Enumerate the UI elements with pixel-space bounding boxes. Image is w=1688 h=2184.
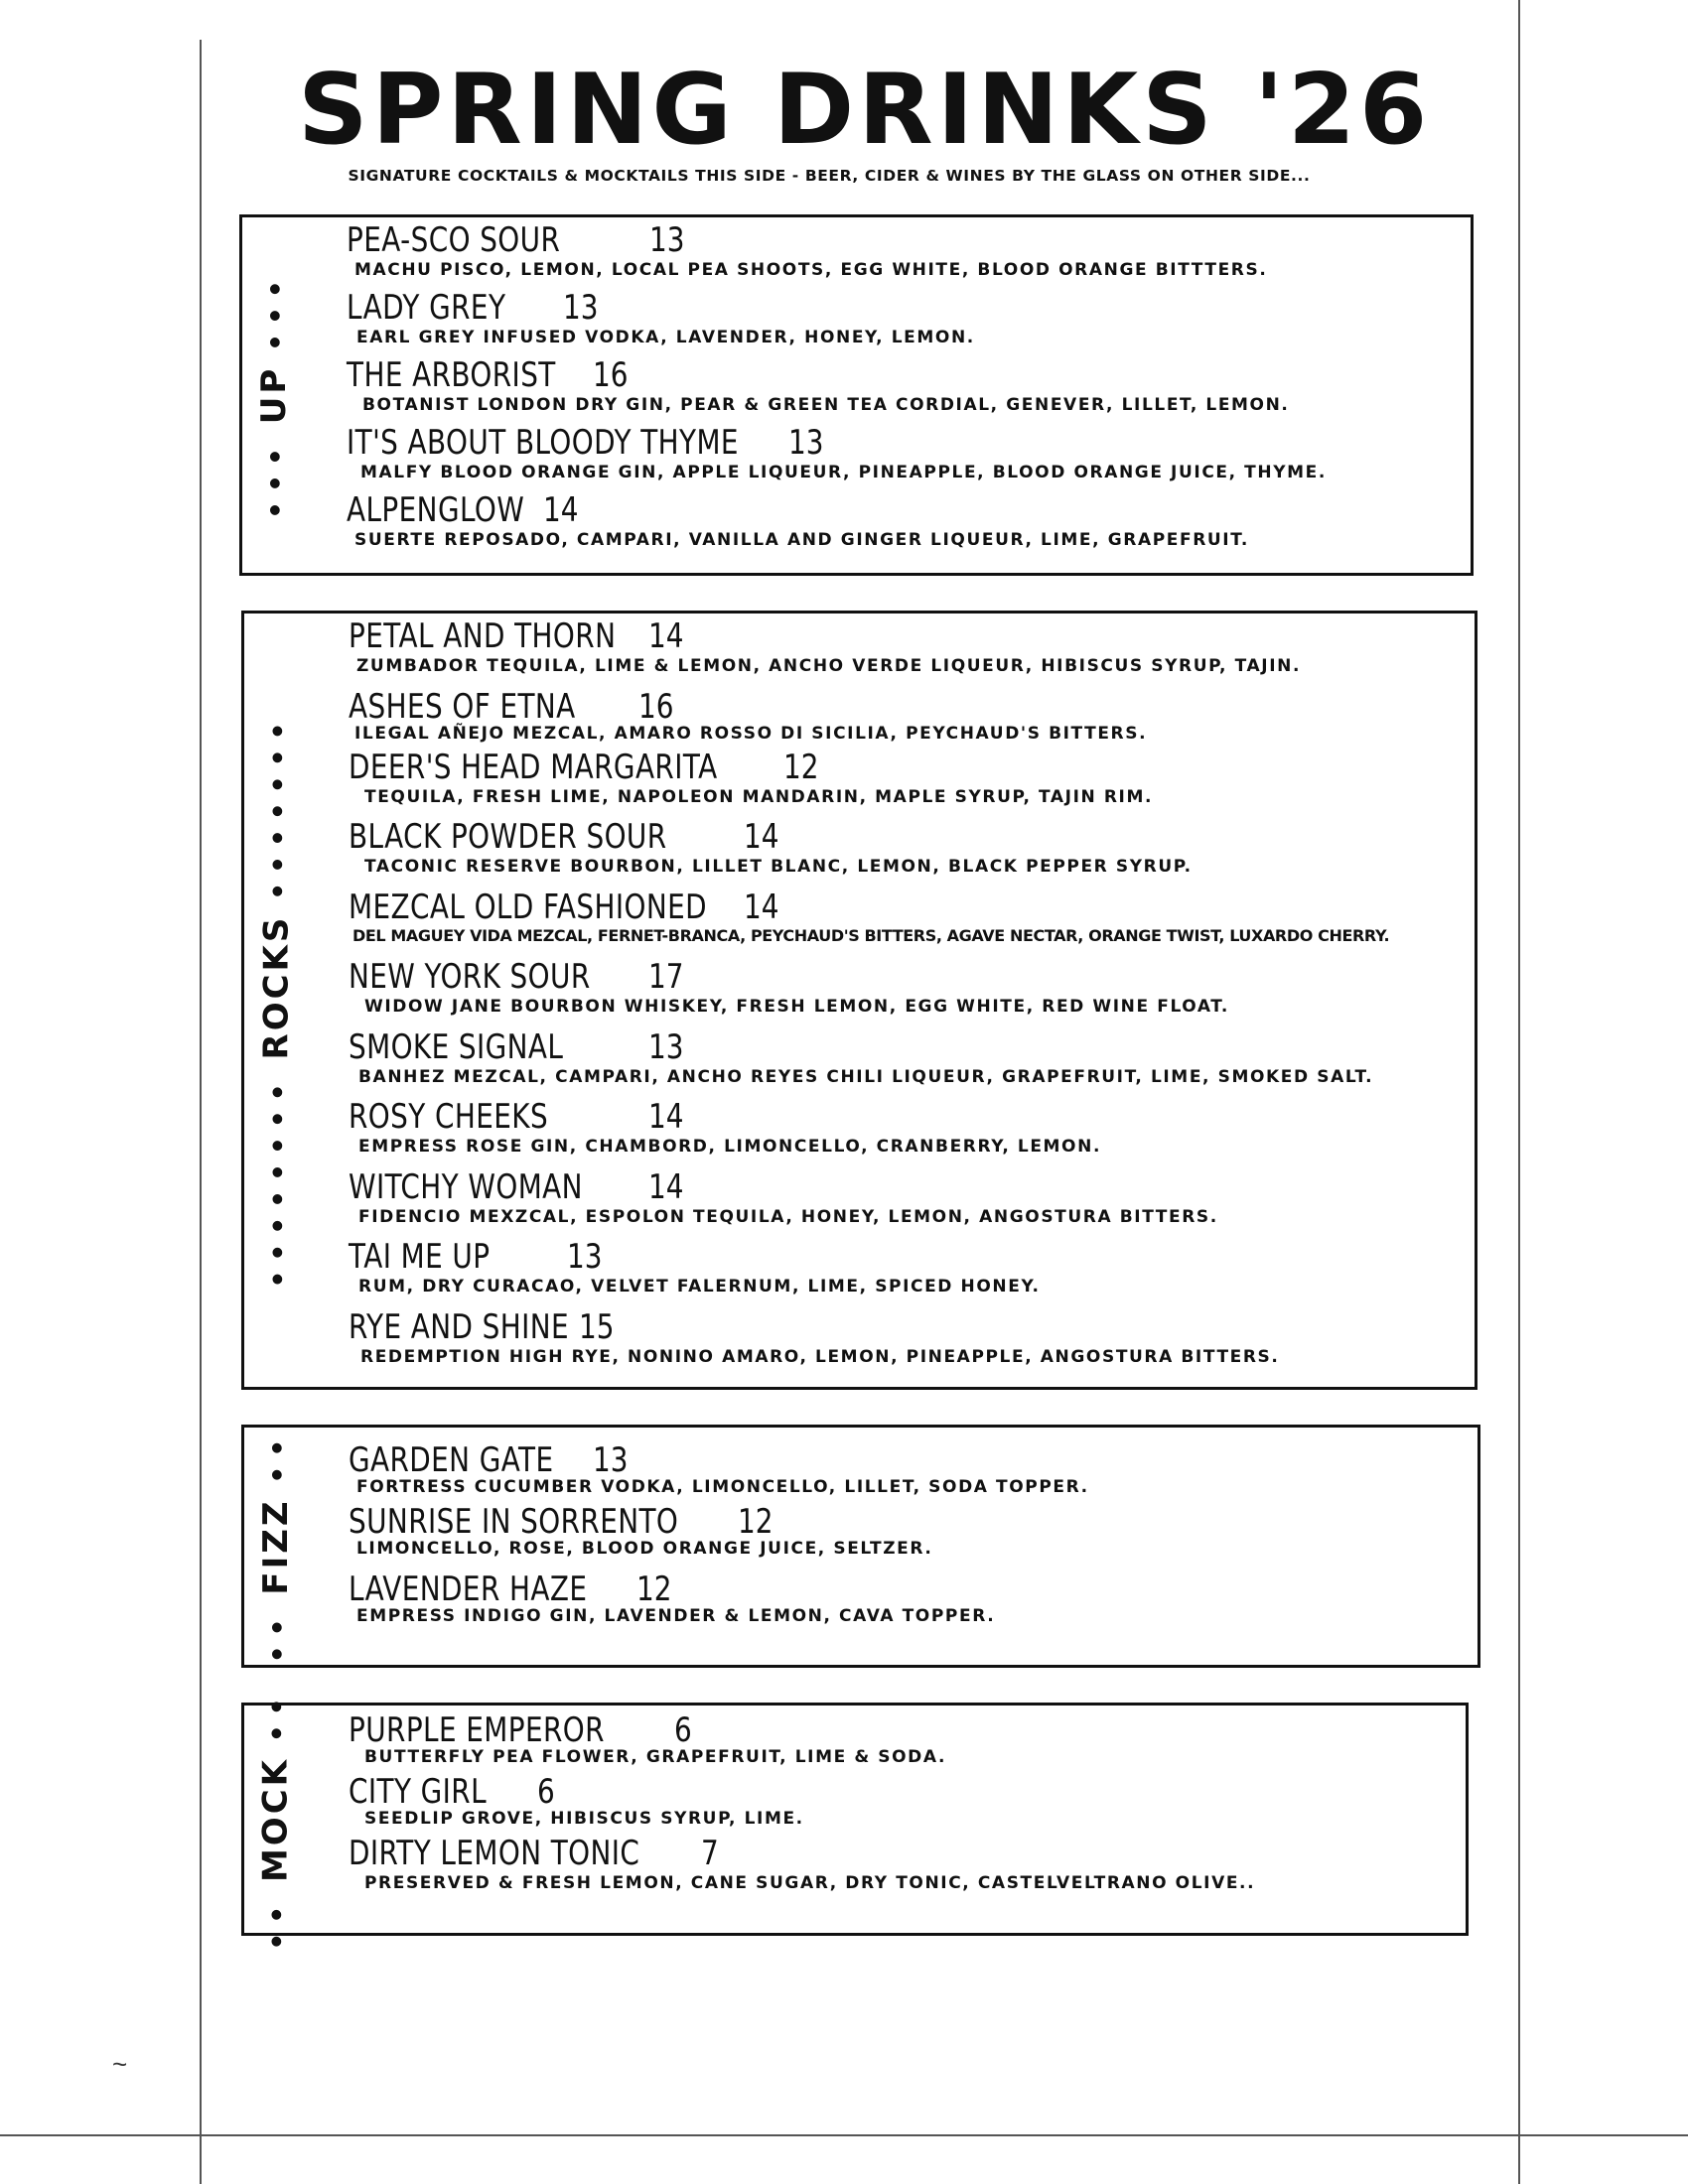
drink-name: RYE AND SHINE [349, 1306, 570, 1347]
drink-price: 15 [579, 1306, 615, 1347]
drink-price: 13 [788, 423, 824, 463]
drink-name: TAI ME UP [349, 1237, 491, 1277]
drink-item [349, 1028, 1457, 1099]
drink-price: 17 [648, 957, 684, 997]
drink-description: REDEMPTION HIGH RYE, NONINO AMARO, LEMON, PINEAPPLE, ANGOSTURA BITTERS. [360, 1346, 1280, 1367]
drink-name: CITY GIRL [349, 1772, 488, 1812]
drink-description: BANHEZ MEZCAL, CAMPARI, ANCHO REYES CHILI LIQUEUR, GRAPEFRUIT, LIME, SMOKED SALT. [358, 1066, 1374, 1087]
drink-price: 14 [543, 490, 579, 530]
drink-name: ALPENGLOW [347, 490, 525, 530]
drink-price: 7 [701, 1834, 719, 1873]
drink-name: IT'S ABOUT BLOODY THYME [347, 423, 739, 463]
drink-item [349, 617, 1457, 688]
section-side-label: •••••••• ROCKS ••••••• [256, 712, 297, 1289]
drink-item [349, 958, 1457, 1028]
drink-item [349, 1238, 1457, 1308]
drink-list [347, 221, 1453, 559]
section-label: MOCK [256, 1756, 297, 1882]
drink-price: 14 [648, 1166, 684, 1207]
section-rocks [241, 611, 1477, 1390]
drink-name: DIRTY LEMON TONIC [349, 1834, 640, 1873]
bottom-margin-line [0, 2134, 1688, 2136]
drink-list [349, 1441, 1460, 1636]
drink-item [349, 1168, 1457, 1239]
drink-name: SMOKE SIGNAL [349, 1026, 564, 1067]
drink-price: 14 [744, 817, 779, 857]
drink-name: ASHES OF ETNA [349, 686, 576, 727]
drink-description: WIDOW JANE BOURBON WHISKEY, FRESH LEMON, EGG WHITE, RED WINE FLOAT. [364, 997, 1229, 1018]
page-subtitle: SIGNATURE COCKTAILS & MOCKTAILS THIS SIDE - BEER, CIDER & WINES BY THE GLASS ON OTHER SIDE... [348, 167, 1311, 185]
drink-description: FIDENCIO MEXZCAL, ESPOLON TEQUILA, HONEY, LEMON, ANGOSTURA BITTERS. [358, 1206, 1218, 1227]
drink-description: FORTRESS CUCUMBER VODKA, LIMONCELLO, LILLET, SODA TOPPER. [356, 1477, 1089, 1498]
drink-description: SEEDLIP GROVE, HIBISCUS SYRUP, LIME. [364, 1809, 804, 1830]
drink-item [347, 289, 1453, 356]
drink-description: EMPRESS INDIGO GIN, LAVENDER & LEMON, CAVA TOPPER. [356, 1606, 996, 1627]
drink-price: 13 [563, 288, 599, 328]
drink-price: 13 [593, 1440, 629, 1480]
drink-item [349, 1503, 1460, 1570]
drink-description: BUTTERFLY PEA FLOWER, GRAPEFRUIT, LIME & SODA. [364, 1747, 946, 1768]
section-side-label: ••• UP ••• [254, 271, 294, 519]
drink-description: SUERTE REPOSADO, CAMPARI, VANILLA AND GINGER LIQUEUR, LIME, GRAPEFRUIT. [354, 530, 1249, 551]
section-up [239, 214, 1474, 576]
drink-name: ROSY CHEEKS [349, 1097, 549, 1137]
drink-item [349, 1441, 1460, 1503]
drink-name: MEZCAL OLD FASHIONED [349, 887, 708, 927]
drink-name: PEA-SCO SOUR [347, 220, 561, 260]
drink-item [349, 888, 1457, 959]
drink-price: 14 [648, 616, 684, 656]
drink-price: 6 [537, 1772, 555, 1812]
right-margin-line [1518, 0, 1520, 2184]
drink-list [349, 617, 1457, 1378]
drink-price: 13 [648, 1026, 684, 1067]
drink-description: PRESERVED & FRESH LEMON, CANE SUGAR, DRY TONIC, CASTELVELTRANO OLIVE.. [364, 1873, 1256, 1894]
section-fizz [241, 1425, 1480, 1668]
drink-name: THE ARBORIST [347, 355, 556, 395]
drink-item [349, 818, 1457, 888]
drink-item [349, 1835, 1448, 1896]
stray-mark: ~ [112, 2049, 128, 2079]
drink-name: NEW YORK SOUR [349, 957, 591, 997]
drink-name: LADY GREY [347, 288, 506, 328]
drink-name: LAVENDER HAZE [349, 1570, 588, 1609]
drink-name: PURPLE EMPEROR [349, 1710, 605, 1750]
section-label: FIZZ [256, 1497, 296, 1595]
drink-description: ILEGAL AÑEJO MEZCAL, AMARO ROSSO DI SICILIA, PEYCHAUD'S BITTERS. [354, 723, 1148, 744]
drink-list [349, 1711, 1448, 1896]
left-margin-line [200, 40, 202, 2184]
drink-price: 12 [636, 1570, 672, 1609]
drink-item [349, 1098, 1457, 1168]
drink-item [349, 1711, 1448, 1773]
drink-item [347, 356, 1453, 424]
drink-price: 13 [567, 1237, 603, 1277]
drink-description: EARL GREY INFUSED VODKA, LAVENDER, HONEY, LEMON. [356, 328, 975, 348]
drink-item [347, 491, 1453, 559]
section-mock [241, 1688, 1469, 1951]
section-side-label: •• MOCK •• [256, 1688, 297, 1951]
drink-description: TEQUILA, FRESH LIME, NAPOLEON MANDARIN, MAPLE SYRUP, TAJIN RIM. [364, 786, 1154, 807]
drink-price: 12 [783, 747, 819, 787]
drink-description: BOTANIST LONDON DRY GIN, PEAR & GREEN TEA CORDIAL, GENEVER, LILLET, LEMON. [362, 395, 1290, 416]
drink-name: GARDEN GATE [349, 1440, 554, 1480]
section-label: UP [254, 365, 294, 425]
drink-item [349, 688, 1457, 749]
drink-name: WITCHY WOMAN [349, 1166, 583, 1207]
drink-price: 12 [738, 1502, 774, 1542]
drink-name: SUNRISE IN SORRENTO [349, 1502, 679, 1542]
drink-description: EMPRESS ROSE GIN, CHAMBORD, LIMONCELLO, CRANBERRY, LEMON. [358, 1137, 1101, 1158]
drink-item [349, 1308, 1457, 1379]
drink-price: 14 [744, 887, 779, 927]
drink-name: PETAL AND THORN [349, 616, 617, 656]
drink-price: 13 [649, 220, 685, 260]
drink-name: BLACK POWDER SOUR [349, 817, 667, 857]
page-title: SPRING DRINKS '26 [298, 54, 1432, 167]
drink-item [349, 1570, 1460, 1636]
section-label: ROCKS [256, 914, 297, 1059]
drink-description: RUM, DRY CURACAO, VELVET FALERNUM, LIME, SPICED HONEY. [358, 1277, 1041, 1297]
drink-description: LIMONCELLO, ROSE, BLOOD ORANGE JUICE, SELTZER. [356, 1539, 933, 1560]
drink-price: 14 [648, 1097, 684, 1137]
drink-price: 16 [593, 355, 629, 395]
drink-description: MALFY BLOOD ORANGE GIN, APPLE LIQUEUR, PINEAPPLE, BLOOD ORANGE JUICE, THYME. [360, 463, 1327, 483]
drink-item [347, 424, 1453, 491]
drink-description: DEL MAGUEY VIDA MEZCAL, FERNET-BRANCA, PEYCHAUD'S BITTERS, AGAVE NECTAR, ORANGE TWIST, LUXARDO CHERRY. [352, 925, 1390, 945]
drink-item [347, 221, 1453, 289]
drink-price: 16 [638, 686, 674, 727]
drink-item [349, 749, 1457, 819]
drink-item [349, 1773, 1448, 1835]
drink-description: MACHU PISCO, LEMON, LOCAL PEA SHOOTS, EGG WHITE, BLOOD ORANGE BITTTERS. [354, 260, 1268, 281]
drink-description: ZUMBADOR TEQUILA, LIME & LEMON, ANCHO VERDE LIQUEUR, HIBISCUS SYRUP, TAJIN. [356, 656, 1301, 677]
drink-name: DEER'S HEAD MARGARITA [349, 747, 718, 787]
drink-price: 6 [674, 1710, 692, 1750]
drink-description: TACONIC RESERVE BOURBON, LILLET BLANC, LEMON, BLACK PEPPER SYRUP. [364, 857, 1193, 878]
section-side-label: •• FIZZ •• [256, 1430, 296, 1663]
